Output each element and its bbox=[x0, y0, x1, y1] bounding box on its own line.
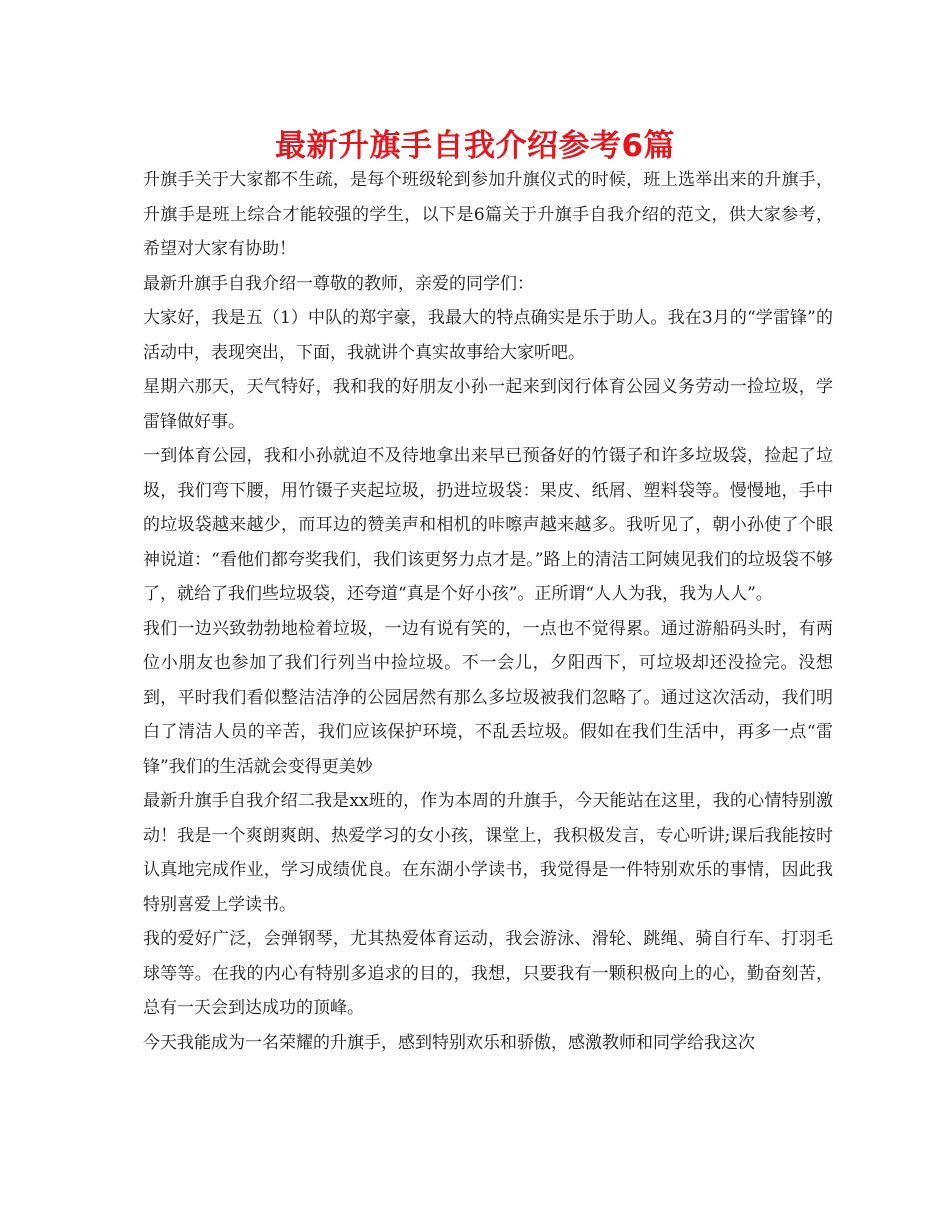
paragraph: 升旗手关于大家都不生疏，是每个班级轮到参加升旗仪式的时候，班上选举出来的升旗手，升旗手是班上综合才能较强的学生，以下是6篇关于升旗手自我介绍的范文，供大家参考，希望对大家有协助！ bbox=[143, 170, 833, 259]
paragraph: 我们一边兴致勃勃地检着垃圾，一边有说有笑的，一点也不觉得累。通过游船码头时，有两位小朋友也参加了我们行列当中捡垃圾。不一会儿，夕阳西下，可垃圾却还没捡完。没想到，平时我们看似整洁洁净的公园居然有那么多垃圾被我们忽略了。通过这次活动，我们明白了清洁人员的辛苦，我们应该保护环境，不乱丢垃圾。假如在我们生活中，再多一点“雷锋”我们的生活就会变得更美妙 bbox=[143, 618, 833, 777]
paragraph: 我的爱好广泛，会弹钢琴，尤其热爱体育运动，我会游泳、滑轮、跳绳、骑自行车、打羽毛球等等。在我的内心有特别多追求的目的，我想，只要我有一颗积极向上的心，勤奋刻苦，总有一天会到达成功的顶峰。 bbox=[143, 929, 833, 1018]
paragraph: 一到体育公园，我和小孙就迫不及待地拿出来早已预备好的竹镊子和许多垃圾袋，捡起了垃圾，我们弯下腰，用竹镊子夹起垃圾，扔进垃圾袋：果皮、纸屑、塑料袋等。慢慢地，手中的垃圾袋越来越少，而耳边的赞美声和相机的咔嚓声越来越多。我听见了，朝小孙使了个眼神说道：“看他们都夸奖我们，我们该更努力点才是。”路上的清洁工阿姨见我们的垃圾袋不够了，就给了我们些垃圾袋，还夸道“真是个好小孩”。正所谓“人人为我，我为人人”。 bbox=[143, 446, 833, 604]
paragraph: 星期六那天，天气特好，我和我的好朋友小孙一起来到闵行体育公园义务劳动一捡垃圾，学雷锋做好事。 bbox=[143, 377, 833, 432]
paragraph: 今天我能成为一名荣耀的升旗手，感到特别欢乐和骄傲，感激教师和同学给我这次 bbox=[143, 1032, 755, 1053]
document-body bbox=[143, 163, 833, 1060]
paragraph: 最新升旗手自我介绍二我是xx班的，作为本周的升旗手，今天能站在这里，我的心情特别激动！我是一个爽朗爽朗、热爱学习的女小孩，课堂上，我积极发言，专心听讲;课后我能按时认真地完成作业，学习成绩优良。在东湖小学读书，我觉得是一件特别欢乐的事情，因此我特别喜爱上学读书。 bbox=[143, 791, 833, 915]
paragraph: 大家好，我是五（1）中队的郑宇豪，我最大的特点确实是乐于助人。我在3月的“学雷锋”的活动中，表现突出，下面，我就讲个真实故事给大家听吧。 bbox=[143, 308, 833, 363]
document-title: 最新升旗手自我介绍参考6篇 bbox=[274, 128, 676, 164]
paragraph: 最新升旗手自我介绍一尊敬的教师，亲爱的同学们： bbox=[143, 273, 534, 294]
